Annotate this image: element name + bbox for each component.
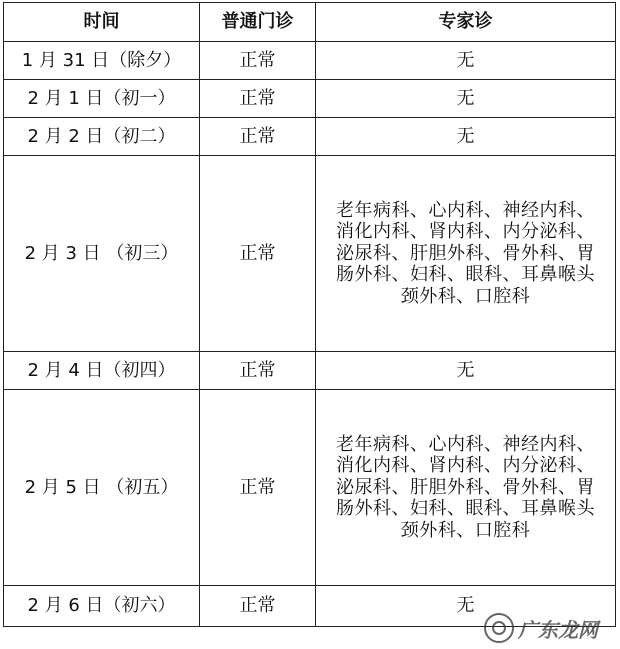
date-cell: 2 月 5 日 （初五）	[4, 390, 200, 586]
department-line: 消化内科、肾内科、内分泌科、	[336, 455, 595, 477]
header-general-clinic: 普通门诊	[200, 3, 316, 42]
date-cell: 2 月 4 日（初四）	[4, 352, 200, 390]
date-cell: 2 月 6 日（初六）	[4, 586, 200, 627]
expert-clinic-cell: 无	[316, 80, 616, 118]
header-expert-clinic: 专家诊	[316, 3, 616, 42]
general-clinic-cell: 正常	[200, 118, 316, 156]
table-row	[4, 156, 616, 352]
department-line: 老年病科、心内科、神经内科、	[336, 433, 595, 455]
site-watermark	[484, 613, 598, 643]
table-row	[4, 352, 616, 390]
department-line: 消化内科、肾内科、内分泌科、	[336, 221, 595, 243]
table-row	[4, 390, 616, 586]
date-cell: 1 月 31 日（除夕）	[4, 42, 200, 80]
general-clinic-cell: 正常	[200, 42, 316, 80]
expert-clinic-cell: 无	[316, 352, 616, 390]
watermark-text: 广东龙网	[518, 617, 598, 642]
table-header-row	[4, 3, 616, 42]
site-logo-icon	[484, 613, 514, 643]
expert-clinic-cell: 无	[316, 118, 616, 156]
general-clinic-cell: 正常	[200, 352, 316, 390]
date-cell: 2 月 1 日（初一）	[4, 80, 200, 118]
header-date: 时间	[4, 3, 200, 42]
department-line: 颈外科、口腔科	[400, 285, 531, 307]
table-row	[4, 80, 616, 118]
department-line: 肠外科、妇科、眼科、耳鼻喉头	[336, 264, 595, 286]
general-clinic-cell: 正常	[200, 80, 316, 118]
general-clinic-cell: 正常	[200, 390, 316, 586]
table-row	[4, 118, 616, 156]
clinic-schedule-table	[3, 2, 616, 627]
table-row	[4, 42, 616, 80]
department-line: 颈外科、口腔科	[400, 519, 531, 541]
expert-clinic-cell: 无	[316, 42, 616, 80]
date-cell: 2 月 2 日（初二）	[4, 118, 200, 156]
department-line: 肠外科、妇科、眼科、耳鼻喉头	[336, 498, 595, 520]
expert-department-list	[316, 156, 616, 352]
department-line: 老年病科、心内科、神经内科、	[336, 199, 595, 221]
date-cell: 2 月 3 日 （初三）	[4, 156, 200, 352]
department-line: 泌尿科、肝胆外科、骨外科、胃	[336, 476, 595, 498]
general-clinic-cell: 正常	[200, 586, 316, 627]
department-line: 泌尿科、肝胆外科、骨外科、胃	[336, 242, 595, 264]
expert-department-list	[316, 390, 616, 586]
general-clinic-cell: 正常	[200, 156, 316, 352]
expert-clinic-cell: 无	[316, 586, 616, 627]
